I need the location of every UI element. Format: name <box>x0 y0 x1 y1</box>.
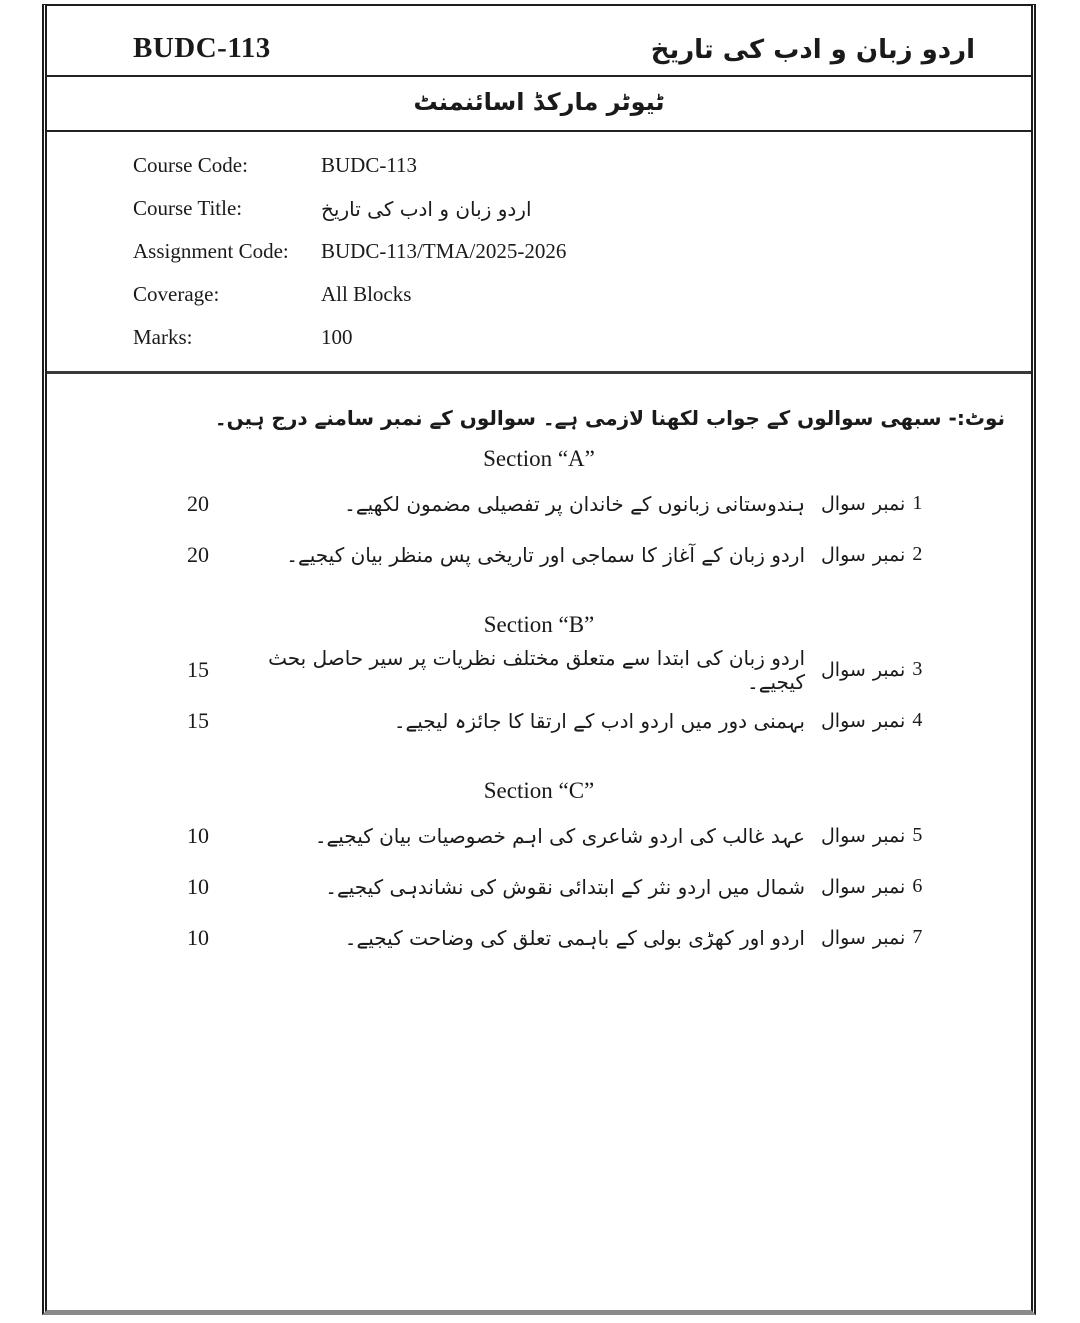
question-number: 3 <box>912 658 923 680</box>
question-row <box>47 810 1031 861</box>
question-row <box>47 695 1031 746</box>
question-row <box>47 912 1031 963</box>
question-marks: 15 <box>187 656 209 682</box>
question-marks: 15 <box>187 707 209 733</box>
info-row <box>133 273 1031 316</box>
question-number-label <box>821 875 979 898</box>
question-label-word-2: نمبر <box>872 926 906 949</box>
info-value: 100 <box>321 325 353 349</box>
info-label: Course Title: <box>133 196 243 220</box>
question-number: 6 <box>912 875 923 897</box>
doc-header <box>47 6 1031 77</box>
question-marks: 10 <box>187 822 209 848</box>
question-label-word-1: سوال <box>821 875 866 898</box>
question-label-word-2: نمبر <box>872 875 906 898</box>
question-text-cell <box>249 709 805 733</box>
question-number-label <box>821 658 979 681</box>
info-value: All Blocks <box>321 282 412 306</box>
question-text-cell <box>249 543 805 567</box>
question-text: اردو اور کھڑی بولی کے باہمی تعلق کی وضاحت کیجیے۔ <box>344 925 805 950</box>
note-row <box>47 374 1031 430</box>
question-number-label <box>821 824 979 847</box>
info-row <box>133 316 1031 359</box>
course-info-table <box>47 132 1031 374</box>
question-label-word-2: نمبر <box>872 658 906 681</box>
info-row <box>133 230 1031 273</box>
question-number: 1 <box>912 492 923 514</box>
question-text: بہمنی دور میں اردو ادب کے ارتقا کا جائزہ لیجیے۔ <box>393 708 805 733</box>
question-label-word-1: سوال <box>821 709 866 732</box>
question-marks: 10 <box>187 873 209 899</box>
question-number-label <box>821 492 979 515</box>
question-number: 7 <box>912 926 923 948</box>
info-row <box>133 144 1031 187</box>
assignment-subtitle: ٹیوٹر مارکڈ اسائنمنٹ <box>413 88 665 116</box>
question-text: اردو زبان کے آغاز کا سماجی اور تاریخی پس منظر بیان کیجیے۔ <box>286 542 805 567</box>
question-text-cell <box>249 926 805 950</box>
question-number: 2 <box>912 543 923 565</box>
question-number-label <box>821 709 979 732</box>
question-number: 5 <box>912 824 923 846</box>
question-marks: 10 <box>187 924 209 950</box>
question-marks: 20 <box>187 490 209 516</box>
info-label: Assignment Code: <box>133 239 289 263</box>
info-value: BUDC-113/TMA/2025-2026 <box>321 239 567 263</box>
info-label: Marks: <box>133 325 193 349</box>
info-row <box>133 187 1031 230</box>
question-label-word-2: نمبر <box>872 824 906 847</box>
question-text-cell <box>249 646 805 694</box>
info-label: Course Code: <box>133 153 248 177</box>
question-label-word-1: سوال <box>821 926 866 949</box>
section-title: Section “C” <box>483 778 595 803</box>
question-text: شمال میں اردو نثر کے ابتدائی نقوش کی نشاندہی کیجیے۔ <box>325 874 805 899</box>
question-row <box>47 529 1031 580</box>
course-code-heading: BUDC-113 <box>133 32 271 64</box>
question-text: ہندوستانی زبانوں کے خاندان پر تفصیلی مضمون لکھیے۔ <box>344 491 805 516</box>
question-label-word-2: نمبر <box>872 709 906 732</box>
question-label-word-1: سوال <box>821 824 866 847</box>
info-value: BUDC-113 <box>321 153 418 177</box>
question-label-word-1: سوال <box>821 658 866 681</box>
question-text-cell <box>249 875 805 899</box>
assignment-page-frame <box>42 4 1036 1315</box>
question-number-label <box>821 926 979 949</box>
question-text: عہد غالب کی اردو شاعری کی اہم خصوصیات بیان کیجیے۔ <box>314 823 805 848</box>
question-text: اردو زبان کی ابتدا سے متعلق مختلف نظریات پر سیر حاصل بحث کیجیے۔ <box>268 645 805 694</box>
question-marks: 20 <box>187 541 209 567</box>
info-label: Coverage: <box>133 282 220 306</box>
section-title: Section “B” <box>483 612 595 637</box>
question-text-cell <box>249 492 805 516</box>
question-number-label <box>821 543 979 566</box>
question-row <box>47 478 1031 529</box>
question-label-word-2: نمبر <box>872 492 906 515</box>
info-value: اردو زبان و ادب کی تاریخ <box>321 196 532 221</box>
question-number: 4 <box>912 709 923 731</box>
question-row <box>47 861 1031 912</box>
sections-container <box>47 446 1031 963</box>
note-text: نوٹ:- سبھی سوالوں کے جواب لکھنا لازمی ہے۔ سوالوں کے نمبر سامنے درج ہیں۔ <box>214 406 1005 430</box>
question-text-cell <box>249 824 805 848</box>
question-label-word-2: نمبر <box>872 543 906 566</box>
section-title: Section “A” <box>483 446 595 471</box>
course-title-urdu-heading: اردو زبان و ادب کی تاریخ <box>650 35 975 65</box>
assignment-subtitle-band <box>47 77 1031 132</box>
question-row <box>47 644 1031 695</box>
question-label-word-1: سوال <box>821 492 866 515</box>
question-label-word-1: سوال <box>821 543 866 566</box>
